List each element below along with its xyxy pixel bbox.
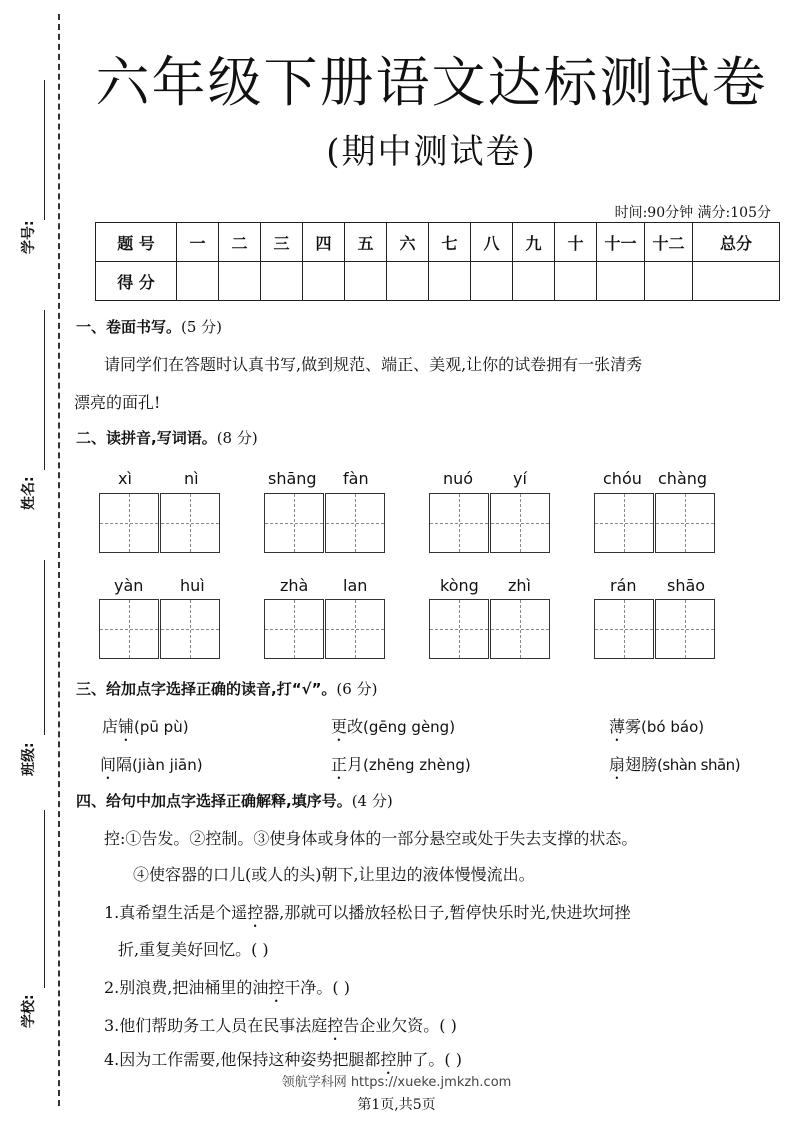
question-1-line2[interactable]: 折,重复美好回忆。( )	[118, 940, 269, 959]
writing-grid-cell[interactable]	[160, 493, 220, 553]
option-word: 翅膀	[625, 755, 658, 774]
option-pinyin-choices[interactable]: (pū pù)	[134, 718, 189, 736]
score-row2-label: 得 分	[96, 262, 177, 301]
pinyin-syllable: chàng	[658, 469, 708, 488]
pinyin-syllable: nì	[184, 469, 199, 488]
writing-grid-cell[interactable]	[594, 493, 654, 553]
section1-heading	[76, 316, 222, 337]
score-table	[95, 222, 780, 301]
score-cell[interactable]	[303, 262, 345, 301]
score-col: 七	[429, 223, 471, 262]
student-id-field	[14, 70, 54, 270]
option-pinyin-choices[interactable]: (shàn shān)	[657, 756, 741, 774]
pinyin-syllable: yí	[513, 469, 527, 488]
student-id-label: 学号:	[21, 220, 37, 254]
writing-grid-cell[interactable]	[264, 493, 324, 553]
section1-points: (5 分)	[181, 318, 223, 336]
writing-grid-cell[interactable]	[264, 599, 324, 659]
class-label: 班级:	[21, 742, 37, 776]
score-cell[interactable]	[177, 262, 219, 301]
score-col-total: 总分	[693, 223, 780, 262]
section1-title: 一、卷面书写。	[76, 318, 182, 336]
section3-title: 三、给加点字选择正确的读音,打“√”。	[76, 680, 337, 698]
question-dotted-char: 控	[268, 978, 285, 997]
option-pinyin-choices[interactable]: (gēng gèng)	[363, 718, 456, 736]
score-table-header-row	[96, 223, 780, 262]
option-pinyin-choices[interactable]: (bó báo)	[641, 718, 705, 736]
question-dotted-char: 控	[247, 903, 264, 922]
score-col: 三	[261, 223, 303, 262]
writing-grid-cell[interactable]	[490, 493, 550, 553]
score-cell[interactable]	[219, 262, 261, 301]
pinyin-syllable: shāo	[667, 576, 706, 595]
pinyin-syllable: yàn	[114, 576, 144, 595]
score-cell[interactable]	[429, 262, 471, 301]
footer-site-link[interactable]: 领航学科网 https://xueke.jmkzh.com	[281, 1075, 512, 1090]
pinyin-syllable: shāng	[268, 469, 317, 488]
school-field	[14, 810, 54, 1040]
score-col: 十二	[645, 223, 693, 262]
question-2[interactable]	[104, 975, 350, 1006]
score-cell[interactable]	[645, 262, 693, 301]
score-cell[interactable]	[555, 262, 597, 301]
score-col: 一	[177, 223, 219, 262]
pinyin-syllable: huì	[180, 576, 205, 595]
question-text: 1.真希望生活是个遥	[104, 903, 248, 922]
class-field	[14, 560, 54, 780]
score-col: 二	[219, 223, 261, 262]
question-text: 干净。( )	[284, 978, 350, 997]
question-text: 3.他们帮助务工人员在民事法庭	[104, 1016, 328, 1035]
section1-text-line1: 请同学们在答题时认真书写,做到规范、端正、美观,让你的试卷拥有一张清秀	[104, 355, 643, 374]
definition-line1: 控:①告发。②控制。③使身体或身体的一部分悬空或处于失去支撑的状态。	[104, 829, 638, 848]
section4-title: 四、给句中加点字选择正确解释,填序号。	[76, 792, 352, 810]
writing-grid-cell[interactable]	[594, 599, 654, 659]
name-line	[44, 310, 45, 470]
score-col: 九	[513, 223, 555, 262]
writing-grid-cell[interactable]	[99, 599, 159, 659]
reading-option	[609, 714, 704, 745]
section3-heading	[76, 678, 377, 699]
writing-grid-cell[interactable]	[429, 599, 489, 659]
score-cell[interactable]	[387, 262, 429, 301]
question-text: 4.因为工作需要,他保持这种姿势把腿都	[104, 1050, 381, 1069]
exam-meta: 时间:90分钟 满分:105分	[614, 205, 771, 221]
section4-heading	[76, 790, 393, 811]
question-1	[104, 900, 793, 931]
writing-grid-cell[interactable]	[160, 599, 220, 659]
score-row1-label: 题 号	[96, 223, 177, 262]
page-number: 第1页,共5页	[357, 1097, 436, 1113]
page-title: 六年级下册语文达标测试卷	[95, 51, 768, 114]
writing-grid-cell[interactable]	[325, 599, 385, 659]
section2-points: (8 分)	[216, 429, 258, 447]
reading-option	[331, 752, 471, 783]
pinyin-syllable: fàn	[343, 469, 369, 488]
option-dotted-char: 铺	[118, 717, 135, 736]
writing-grid-cell[interactable]	[325, 493, 385, 553]
page-subtitle: (期中测试卷)	[326, 132, 537, 172]
question-text: 器,那就可以播放轻松日子,暂停快乐时光,快进坎坷挫	[263, 903, 631, 922]
reading-option	[102, 714, 189, 745]
writing-grid-cell[interactable]	[490, 599, 550, 659]
score-col: 十	[555, 223, 597, 262]
writing-grid-cell[interactable]	[99, 493, 159, 553]
score-cell[interactable]	[261, 262, 303, 301]
option-dotted-char: 薄	[609, 717, 626, 736]
score-cell-total[interactable]	[693, 262, 780, 301]
section1-text-line2: 漂亮的面孔!	[74, 393, 161, 412]
score-cell[interactable]	[345, 262, 387, 301]
class-line	[44, 560, 45, 735]
score-col: 十一	[597, 223, 645, 262]
question-text: 告企业欠资。( )	[343, 1016, 457, 1035]
pinyin-syllable: chóu	[603, 469, 642, 488]
option-pinyin-choices[interactable]: (jiàn jiān)	[132, 756, 203, 774]
name-label: 姓名:	[21, 476, 37, 510]
definition-line2: ④使容器的口儿(或人的头)朝下,让里边的液体慢慢流出。	[133, 865, 535, 884]
pinyin-syllable: xì	[118, 469, 132, 488]
student-id-line	[44, 80, 45, 220]
writing-grid-cell[interactable]	[655, 599, 715, 659]
score-col: 六	[387, 223, 429, 262]
question-text: 肿了。( )	[396, 1050, 462, 1069]
question-dotted-char: 控	[327, 1016, 344, 1035]
binding-dashed-line	[58, 14, 60, 1106]
option-word: 月	[347, 755, 364, 774]
option-word: 隔	[116, 755, 133, 774]
score-cell[interactable]	[513, 262, 555, 301]
score-table-score-row	[96, 262, 780, 301]
section3-points: (6 分)	[336, 680, 378, 698]
question-3[interactable]	[104, 1013, 457, 1044]
school-line	[44, 810, 45, 988]
reading-option	[331, 714, 455, 745]
score-cell[interactable]	[471, 262, 513, 301]
pinyin-syllable: rán	[610, 576, 637, 595]
pinyin-syllable: zhà	[280, 576, 309, 595]
question-text: 2.别浪费,把油桶里的油	[104, 978, 269, 997]
option-word: 雾	[625, 717, 642, 736]
reading-option	[609, 752, 740, 783]
option-word: 店	[102, 717, 119, 736]
option-dotted-char: 更	[331, 717, 348, 736]
option-dotted-char: 间	[100, 755, 117, 774]
option-pinyin-choices[interactable]: (zhēng zhèng)	[363, 756, 471, 774]
pinyin-syllable: zhì	[508, 576, 531, 595]
question-dotted-char: 控	[380, 1050, 397, 1069]
pinyin-syllable: nuó	[443, 469, 474, 488]
reading-option	[100, 752, 203, 783]
score-col: 五	[345, 223, 387, 262]
score-cell[interactable]	[597, 262, 645, 301]
score-col: 四	[303, 223, 345, 262]
option-dotted-char: 扇	[609, 755, 626, 774]
section4-points: (4 分)	[351, 792, 393, 810]
school-label: 学校:	[21, 994, 37, 1028]
pinyin-syllable: kòng	[440, 576, 479, 595]
name-field	[14, 310, 54, 530]
score-col: 八	[471, 223, 513, 262]
section2-title: 二、读拼音,写词语。	[76, 429, 217, 447]
option-dotted-char: 正	[331, 755, 348, 774]
pinyin-syllable: lan	[343, 576, 368, 595]
option-word: 改	[347, 717, 364, 736]
writing-grid-cell[interactable]	[655, 493, 715, 553]
section2-heading	[76, 427, 258, 448]
writing-grid-cell[interactable]	[429, 493, 489, 553]
